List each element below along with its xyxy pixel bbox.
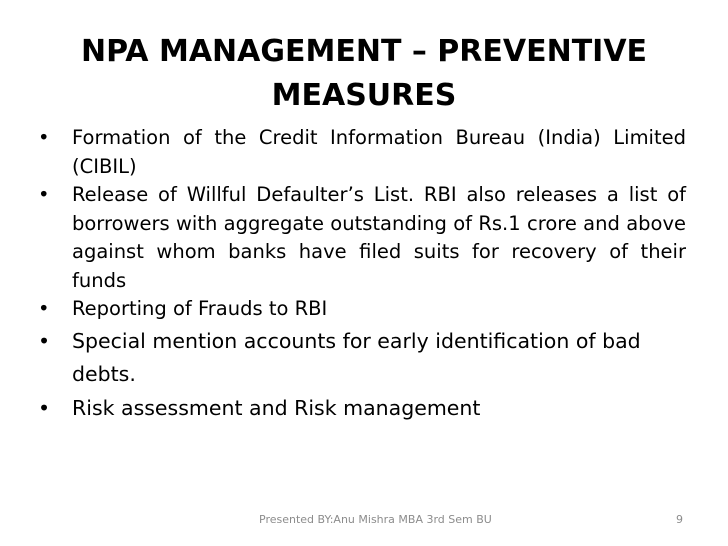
bullet-item-willful-defaulters: • Release of Willful Defaulter’s List. RBI also releases a list of borrowers with aggregate outstanding of Rs.1 crore and above against whom banks have filed suits for recovery of their funds [36,181,686,295]
slide-title-line-1: NPA MANAGEMENT – PREVENTIVE [80,34,648,69]
footer-presenter: Presented BY:Anu Mishra MBA 3rd Sem BU [259,513,492,526]
bullet-item-frauds-reporting: • Reporting of Frauds to RBI [36,295,686,324]
page-number: 9 [676,513,683,526]
bullet-item-special-mention-accounts: • Special mention accounts for early identification of bad debts. [36,325,686,391]
slide-title [60,30,668,118]
slide-title-line-2: MEASURES [271,78,457,113]
bullet-item-cibil: • Formation of the Credit Information Bureau (India) Limited (CIBIL) [36,124,686,181]
bullet-item-risk-assessment: • Risk assessment and Risk management [36,392,686,425]
bullet-list [36,124,686,425]
slide-footer [0,512,728,532]
